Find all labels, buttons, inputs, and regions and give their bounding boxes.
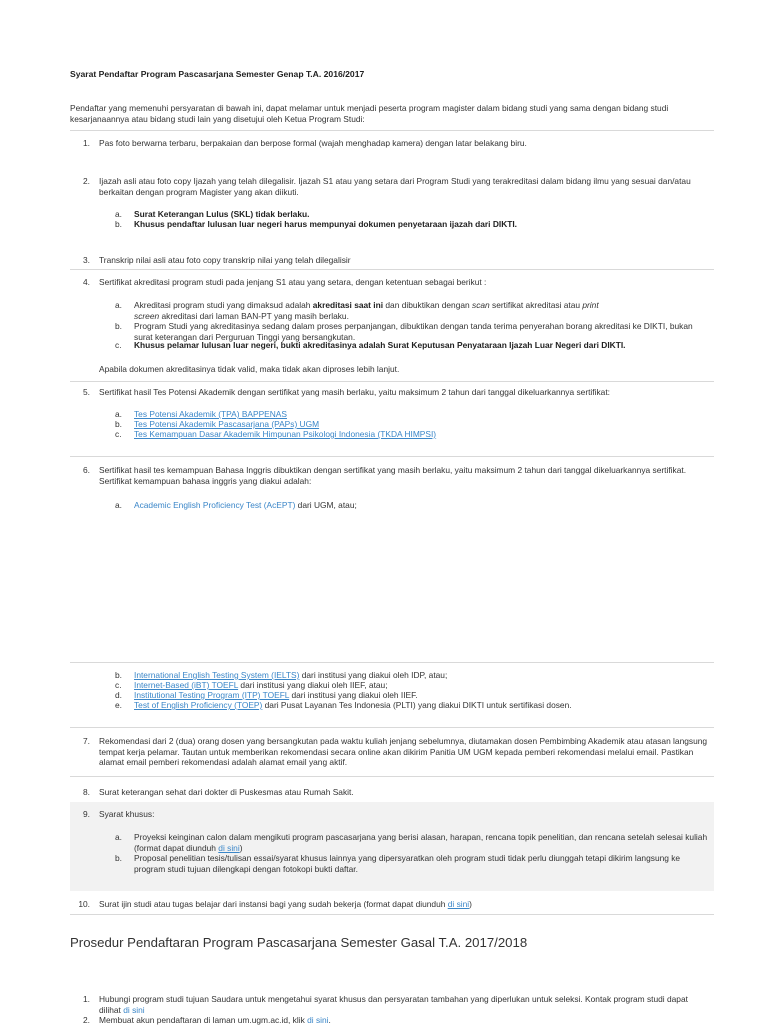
item-number: 10.	[78, 899, 90, 909]
item-text: Sertifikat akreditasi program studi pada jenjang S1 atau yang setara, dengan ketentuan sebagai berikut :	[99, 277, 487, 287]
item-number: 6.	[83, 465, 90, 475]
note-text: Apabila dokumen akreditasinya tidak valid, maka tidak akan diproses lebih lanjut.	[99, 364, 400, 374]
tpa-bappenas-link[interactable]: Tes Potensi Akademik (TPA) BAPPENAS	[134, 409, 287, 419]
acept-link[interactable]: Academic English Proficiency Test (AcEPT)	[134, 500, 296, 510]
sub-item-text: Surat Keterangan Lulus (SKL) tidak berlaku.	[134, 209, 310, 219]
sub-item-text: Internet-Based (iBT) TOEFL dari institusi yang diakui oleh IIEF, atau;	[134, 680, 388, 690]
sub-letter: a.	[115, 500, 122, 510]
divider	[70, 130, 714, 131]
item-text: Surat keterangan sehat dari dokter di Puskesmas atau Rumah Sakit.	[99, 787, 354, 797]
sub-letter: d.	[115, 690, 122, 700]
sub-letter: b.	[115, 219, 122, 229]
sub-letter: b.	[115, 853, 122, 863]
item-number: 9.	[83, 809, 90, 819]
sub-letter: a.	[115, 832, 122, 842]
sub-item-text: Academic English Proficiency Test (AcEPT) dari UGM, atau;	[134, 500, 357, 510]
sub-letter: b.	[115, 670, 122, 680]
item-number: 5.	[83, 387, 90, 397]
item-number: 2.	[83, 176, 90, 186]
divider	[70, 662, 714, 663]
divider	[70, 727, 714, 728]
item-text: Surat ijin studi atau tugas belajar dari instansi bagi yang sudah bekerja (format dapat diunduh di sini)	[99, 899, 472, 909]
item-number: 7.	[83, 736, 90, 746]
register-link[interactable]: di sini	[307, 1015, 329, 1025]
contact-link[interactable]: di sini	[123, 1004, 145, 1015]
intro-text: Pendaftar yang memenuhi persyaratan di bawah ini, dapat melamar untuk menjadi peserta program magister dalam bidang studi yang sama dengan bidang studi kesarjanaannya atau bidang studi lain yang disetujui oleh Ketua Program Studi:	[70, 103, 669, 124]
item-text: Transkrip nilai asli atau foto copy transkrip nilai yang telah dilegalisir	[99, 255, 351, 265]
item-number: 1.	[83, 994, 90, 1004]
item-text: Ijazah asli atau foto copy Ijazah yang telah dilegalisir. Ijazah S1 atau yang setara dari Program Studi yang terakreditasi dalam bidang ilmu yang sesuai dan/atau berkaitan dengan program Magister yang akan diikuti.	[99, 176, 691, 197]
sub-item-text: International English Testing System (IELTS) dari institusi yang diakui oleh IDP, atau;	[134, 670, 448, 680]
divider	[70, 456, 714, 457]
sub-item-text: Proposal penelitian tesis/tulisan essai/syarat khusus lainnya yang dipersyaratkan oleh program studi tidak perlu diunggah tetapi dikirim langsung ke program studi tujuan dilengkapi dengan fotokopi bukti daftar.	[134, 853, 681, 874]
ielts-link[interactable]: International English Testing System (IELTS)	[134, 670, 300, 680]
sub-item-text: Test of English Proficiency (TOEP) dari Pusat Layanan Tes Indonesia (PLTI) yang diakui DIKTI untuk sertifikasi dosen.	[134, 700, 572, 710]
sub-letter: a.	[115, 300, 122, 310]
sub-letter: c.	[115, 340, 122, 350]
download-link[interactable]: di sini	[218, 842, 240, 853]
sub-letter: c.	[115, 429, 122, 439]
divider	[70, 776, 714, 777]
item-number: 4.	[83, 277, 90, 287]
sub-letter: a.	[115, 209, 122, 219]
sub-item-text: Program Studi yang akreditasinya sedang dalam proses perpanjangan, dibuktikan dengan tanda terima penyerahan borang akreditasi ke DIKTI, bukan surat keterangan dari Perguruan Tinggi yang bersangkutan.	[134, 321, 693, 342]
item-text: Membuat akun pendaftaran di laman um.ugm.ac.id, klik di sini.	[99, 1015, 331, 1025]
item-number: 2.	[83, 1015, 90, 1025]
item-text: Pas foto berwarna terbaru, berpakaian dan berpose formal (wajah menghadap kamera) dengan latar belakang biru.	[99, 138, 527, 148]
ibt-toefl-link[interactable]: Internet-Based (iBT) TOEFL	[134, 680, 239, 690]
tkda-himpsi-link[interactable]: Tes Kemampuan Dasar Akademik Himpunan Psikologi Indonesia (TKDA HIMPSI)	[134, 429, 437, 439]
sub-letter: b.	[115, 419, 122, 429]
sub-item-text: Khusus pendaftar lulusan luar negeri harus mempunyai dokumen penyetaraan ijazah dari DIKTI.	[134, 219, 518, 229]
item-text: Sertifikat hasil Tes Potensi Akademik dengan sertifikat yang masih berlaku, yaitu maksimum 2 tahun dari tanggal dikeluarkannya sertifikat:	[99, 387, 610, 397]
sub-item-text: Akreditasi program studi yang dimaksud adalah akreditasi saat ini dan dibuktikan dengan scan sertifikat akreditasi atau print screen akreditasi dari laman BAN-PT yang masih berlaku.	[134, 300, 599, 321]
itp-toefl-link[interactable]: Institutional Testing Program (ITP) TOEFL	[134, 690, 290, 700]
item-text: Hubungi program studi tujuan Saudara untuk mengetahui syarat khusus dan persyaratan tambahan yang diperlukan untuk seleksi. Kontak program studi dapat dilihat di sini	[99, 994, 688, 1015]
sub-letter: e.	[115, 700, 122, 710]
sub-letter: c.	[115, 680, 122, 690]
sub-item-text: Proyeksi keinginan calon dalam mengikuti program pascasarjana yang berisi alasan, harapan, rencana topik penelitian, dan rencana setelah selesai kuliah (format dapat diunduh di sini)	[134, 832, 708, 853]
item-number: 8.	[83, 787, 90, 797]
download-link[interactable]: di sini	[447, 899, 470, 909]
page-title: Syarat Pendaftar Program Pascasarjana Semester Genap T.A. 2016/2017	[70, 69, 365, 79]
item-text: Sertifikat hasil tes kemampuan Bahasa Inggris dibuktikan dengan sertifikat yang masih berlaku, yaitu maksimum 2 tahun dari tanggal dikeluarkannya sertifikat. Sertifikat kemampuan bahasa inggris yang diakui adalah:	[99, 465, 687, 486]
divider	[70, 914, 714, 915]
item-text: Syarat khusus:	[99, 809, 155, 819]
paps-ugm-link[interactable]: Tes Potensi Akademik Pascasarjana (PAPs) UGM	[134, 419, 320, 429]
item-text: Rekomendasi dari 2 (dua) orang dosen yang bersangkutan pada waktu kuliah jenjang sebelumnya, diutamakan dosen Pembimbing Akademik atau atasan langsung tempat kerja pelamar. Tautan untuk memberikan rekomendasi secara online akan dikirim Panitia UM UGM kepada pemberi rekomendasi melalui email. Pastikan alamat email pemberi rekomendasi adalah alamat email yang aktif.	[99, 736, 708, 767]
sub-letter: a.	[115, 409, 122, 419]
item-number: 1.	[83, 138, 90, 148]
sub-letter: b.	[115, 321, 122, 331]
divider	[70, 381, 714, 382]
sub-item-text: Khusus pelamar lulusan luar negeri, bukti akreditasinya adalah Surat Keputusan Penyataraan Ijazah Luar Negeri dari DIKTI.	[134, 340, 626, 350]
section-heading: Prosedur Pendaftaran Program Pascasarjana Semester Gasal T.A. 2017/2018	[70, 935, 528, 950]
item-number: 3.	[83, 255, 90, 265]
divider	[70, 269, 714, 270]
toep-link[interactable]: Test of English Proficiency (TOEP)	[134, 700, 263, 710]
sub-item-text: Institutional Testing Program (ITP) TOEFL dari institusi yang diakui oleh IIEF.	[134, 690, 418, 700]
